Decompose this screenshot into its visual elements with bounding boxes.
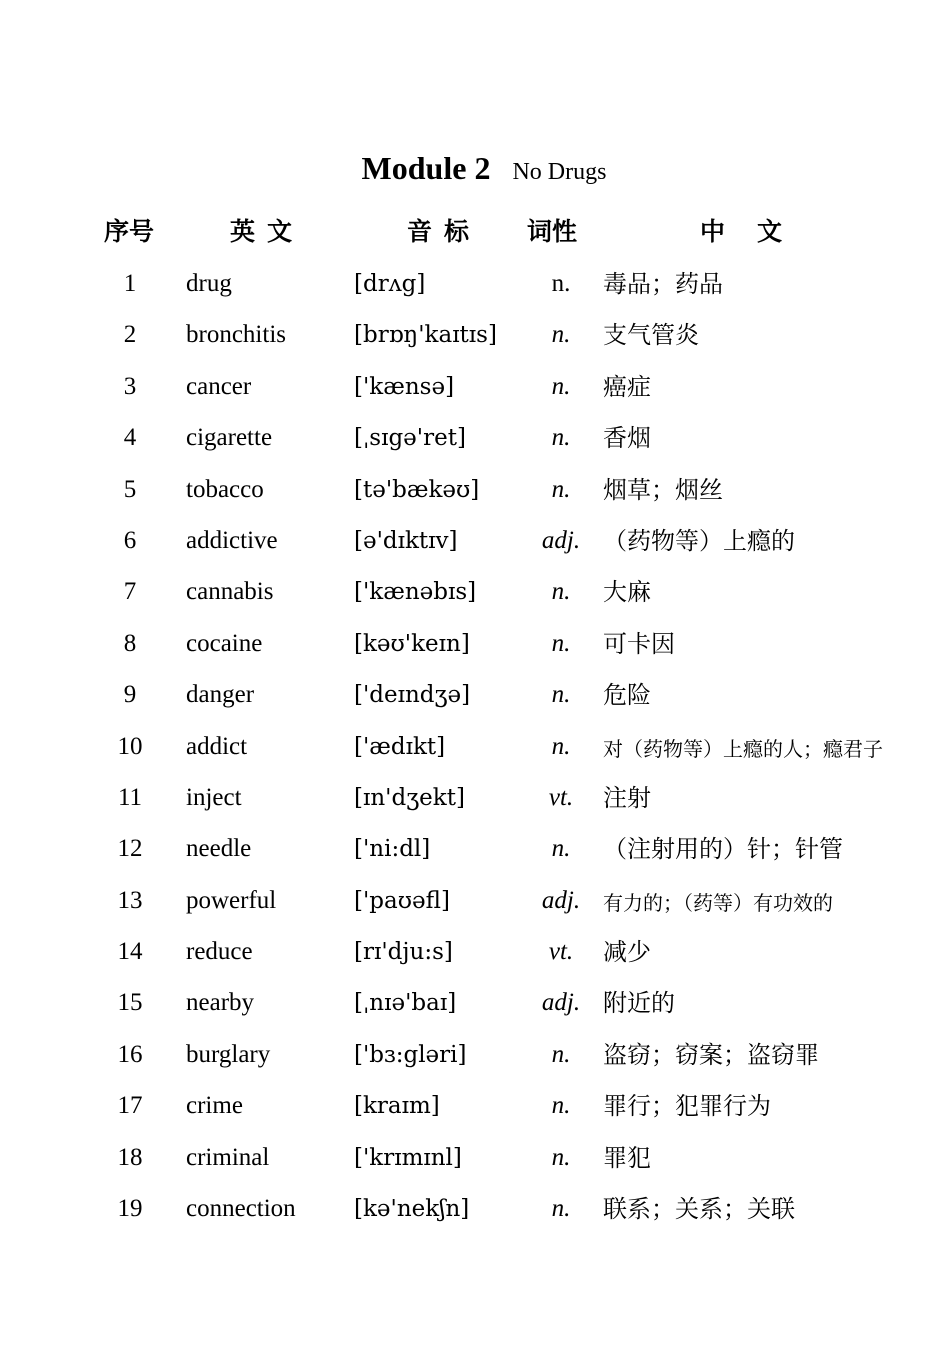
row-phonetic: [ˌnɪə'baɪ] — [354, 990, 457, 1017]
row-word: inject — [186, 783, 242, 811]
row-phonetic: ['paʊəfl] — [354, 887, 450, 914]
row-word: powerful — [186, 886, 277, 914]
row-number: 9 — [123, 681, 137, 709]
row-chinese: 香烟 — [603, 424, 651, 453]
table-row — [0, 412, 950, 463]
row-number: 10 — [117, 732, 143, 760]
table-row — [0, 926, 950, 977]
row-pos: n. — [551, 321, 571, 349]
row-number: 11 — [117, 783, 143, 811]
row-pos: n. — [551, 1143, 571, 1171]
row-number: 15 — [117, 989, 143, 1017]
vocab-table — [0, 258, 950, 1234]
row-number: 5 — [123, 475, 137, 503]
row-word: cannabis — [186, 578, 274, 606]
row-chinese: 大麻 — [603, 578, 651, 607]
row-word: cancer — [186, 372, 252, 400]
table-row — [0, 977, 950, 1028]
row-number: 4 — [123, 424, 137, 452]
row-word: cocaine — [186, 629, 263, 657]
row-chinese: 可卡因 — [603, 629, 675, 658]
row-word: addict — [186, 732, 248, 760]
table-row — [0, 258, 950, 309]
row-chinese: 罪犯 — [603, 1143, 651, 1172]
row-pos: n. — [551, 475, 571, 503]
table-row — [0, 464, 950, 515]
row-chinese: 烟草；烟丝 — [603, 475, 723, 504]
module-subtitle: No Drugs — [512, 159, 607, 185]
table-row — [0, 309, 950, 360]
row-pos: n. — [551, 1195, 571, 1223]
header-number: 序号 — [104, 217, 155, 246]
row-pos: adj. — [541, 886, 581, 914]
row-chinese: 毒品；药品 — [603, 270, 723, 298]
header-english: 英文 — [230, 217, 305, 246]
row-phonetic: [drʌg] — [354, 271, 426, 297]
module-title: Module 2 — [361, 150, 491, 186]
row-pos: n. — [551, 629, 571, 657]
row-chinese: 附近的 — [603, 989, 675, 1018]
row-phonetic: [ˌsɪgə'ret] — [354, 425, 466, 452]
row-phonetic: [brɒŋ'kaɪtɪs] — [354, 322, 497, 349]
row-number: 14 — [117, 938, 143, 966]
row-phonetic: [rɪ'dju:s] — [354, 939, 453, 966]
row-pos: n. — [551, 270, 571, 297]
page-title — [0, 150, 950, 187]
row-phonetic: [kəʊ'keɪn] — [354, 630, 470, 657]
row-word: nearby — [186, 989, 255, 1017]
table-row — [0, 875, 950, 926]
row-chinese: 有力的；（药等）有功效的 — [603, 890, 833, 915]
row-pos: n. — [551, 372, 571, 400]
row-number: 13 — [117, 886, 143, 914]
row-chinese: （药物等）上瘾的 — [603, 526, 795, 555]
table-row — [0, 361, 950, 412]
row-word: danger — [186, 681, 255, 709]
row-pos: n. — [551, 424, 571, 452]
row-number: 7 — [123, 578, 137, 606]
row-phonetic: ['krɪmɪnl] — [354, 1144, 462, 1171]
row-number: 3 — [123, 372, 137, 400]
row-phonetic: ['kænsə] — [354, 373, 455, 400]
row-pos: n. — [551, 681, 571, 709]
table-row — [0, 1080, 950, 1131]
row-number: 17 — [117, 1092, 143, 1120]
row-pos: n. — [551, 578, 571, 606]
row-pos: vt. — [548, 938, 574, 966]
row-number: 12 — [117, 835, 143, 863]
row-phonetic: [ɪn'dʒekt] — [354, 784, 465, 811]
row-word: reduce — [186, 938, 253, 966]
table-row — [0, 721, 950, 772]
row-word: crime — [186, 1092, 243, 1120]
row-number: 6 — [123, 526, 137, 554]
row-word: cigarette — [186, 424, 273, 452]
row-word: bronchitis — [186, 321, 286, 349]
row-word: criminal — [186, 1143, 270, 1171]
row-pos: vt. — [548, 783, 574, 811]
table-row — [0, 566, 950, 617]
row-phonetic: [ə'dɪktɪv] — [354, 527, 458, 554]
row-phonetic: [tə'bækəʊ] — [354, 476, 480, 503]
row-chinese: 减少 — [603, 938, 651, 967]
row-chinese: 注射 — [603, 783, 651, 812]
table-row — [0, 515, 950, 566]
row-pos: n. — [551, 1092, 571, 1120]
table-row — [0, 1183, 950, 1234]
row-phonetic: ['bɜ:gləri] — [354, 1041, 467, 1068]
table-row — [0, 669, 950, 720]
row-chinese: 对（药物等）上瘾的人；瘾君子 — [603, 736, 883, 761]
row-word: needle — [186, 835, 252, 863]
row-number: 1 — [123, 270, 137, 297]
header-pos: 词性 — [527, 217, 578, 246]
row-pos: n. — [551, 732, 571, 760]
row-chinese: 罪行；犯罪行为 — [603, 1092, 771, 1121]
row-number: 2 — [123, 321, 137, 349]
header-phonetic: 音标 — [407, 217, 482, 246]
table-row — [0, 772, 950, 823]
row-phonetic: ['deɪndʒə] — [354, 682, 471, 709]
row-chinese: 支气管炎 — [603, 321, 699, 350]
row-chinese: （注射用的）针；针管 — [603, 835, 843, 864]
table-row — [0, 1132, 950, 1183]
row-number: 16 — [117, 1040, 143, 1068]
table-row — [0, 823, 950, 874]
row-phonetic: ['ni:dl] — [354, 836, 431, 863]
row-chinese: 危险 — [603, 681, 651, 710]
row-word: addictive — [186, 526, 278, 554]
row-word: drug — [186, 270, 232, 297]
row-word: tobacco — [186, 475, 264, 503]
row-number: 19 — [117, 1195, 143, 1223]
row-word: connection — [186, 1195, 296, 1223]
row-phonetic: [kə'nekʃn] — [354, 1196, 470, 1223]
row-number: 8 — [123, 629, 137, 657]
row-phonetic: [kraɪm] — [354, 1093, 440, 1120]
row-phonetic: ['kænəbɪs] — [354, 579, 477, 606]
row-chinese: 盗窃；窃案；盗窃罪 — [603, 1040, 819, 1069]
row-pos: n. — [551, 835, 571, 863]
row-phonetic: ['ædɪkt] — [354, 733, 446, 760]
row-chinese: 癌症 — [603, 372, 651, 401]
row-number: 18 — [117, 1143, 143, 1171]
row-pos: adj. — [541, 989, 581, 1017]
row-chinese: 联系；关系；关联 — [603, 1195, 795, 1224]
header-chinese: 中文 — [700, 217, 815, 246]
row-word: burglary — [186, 1040, 271, 1068]
table-row — [0, 618, 950, 669]
row-pos: adj. — [541, 526, 581, 554]
table-row — [0, 1029, 950, 1080]
row-pos: n. — [551, 1040, 571, 1068]
